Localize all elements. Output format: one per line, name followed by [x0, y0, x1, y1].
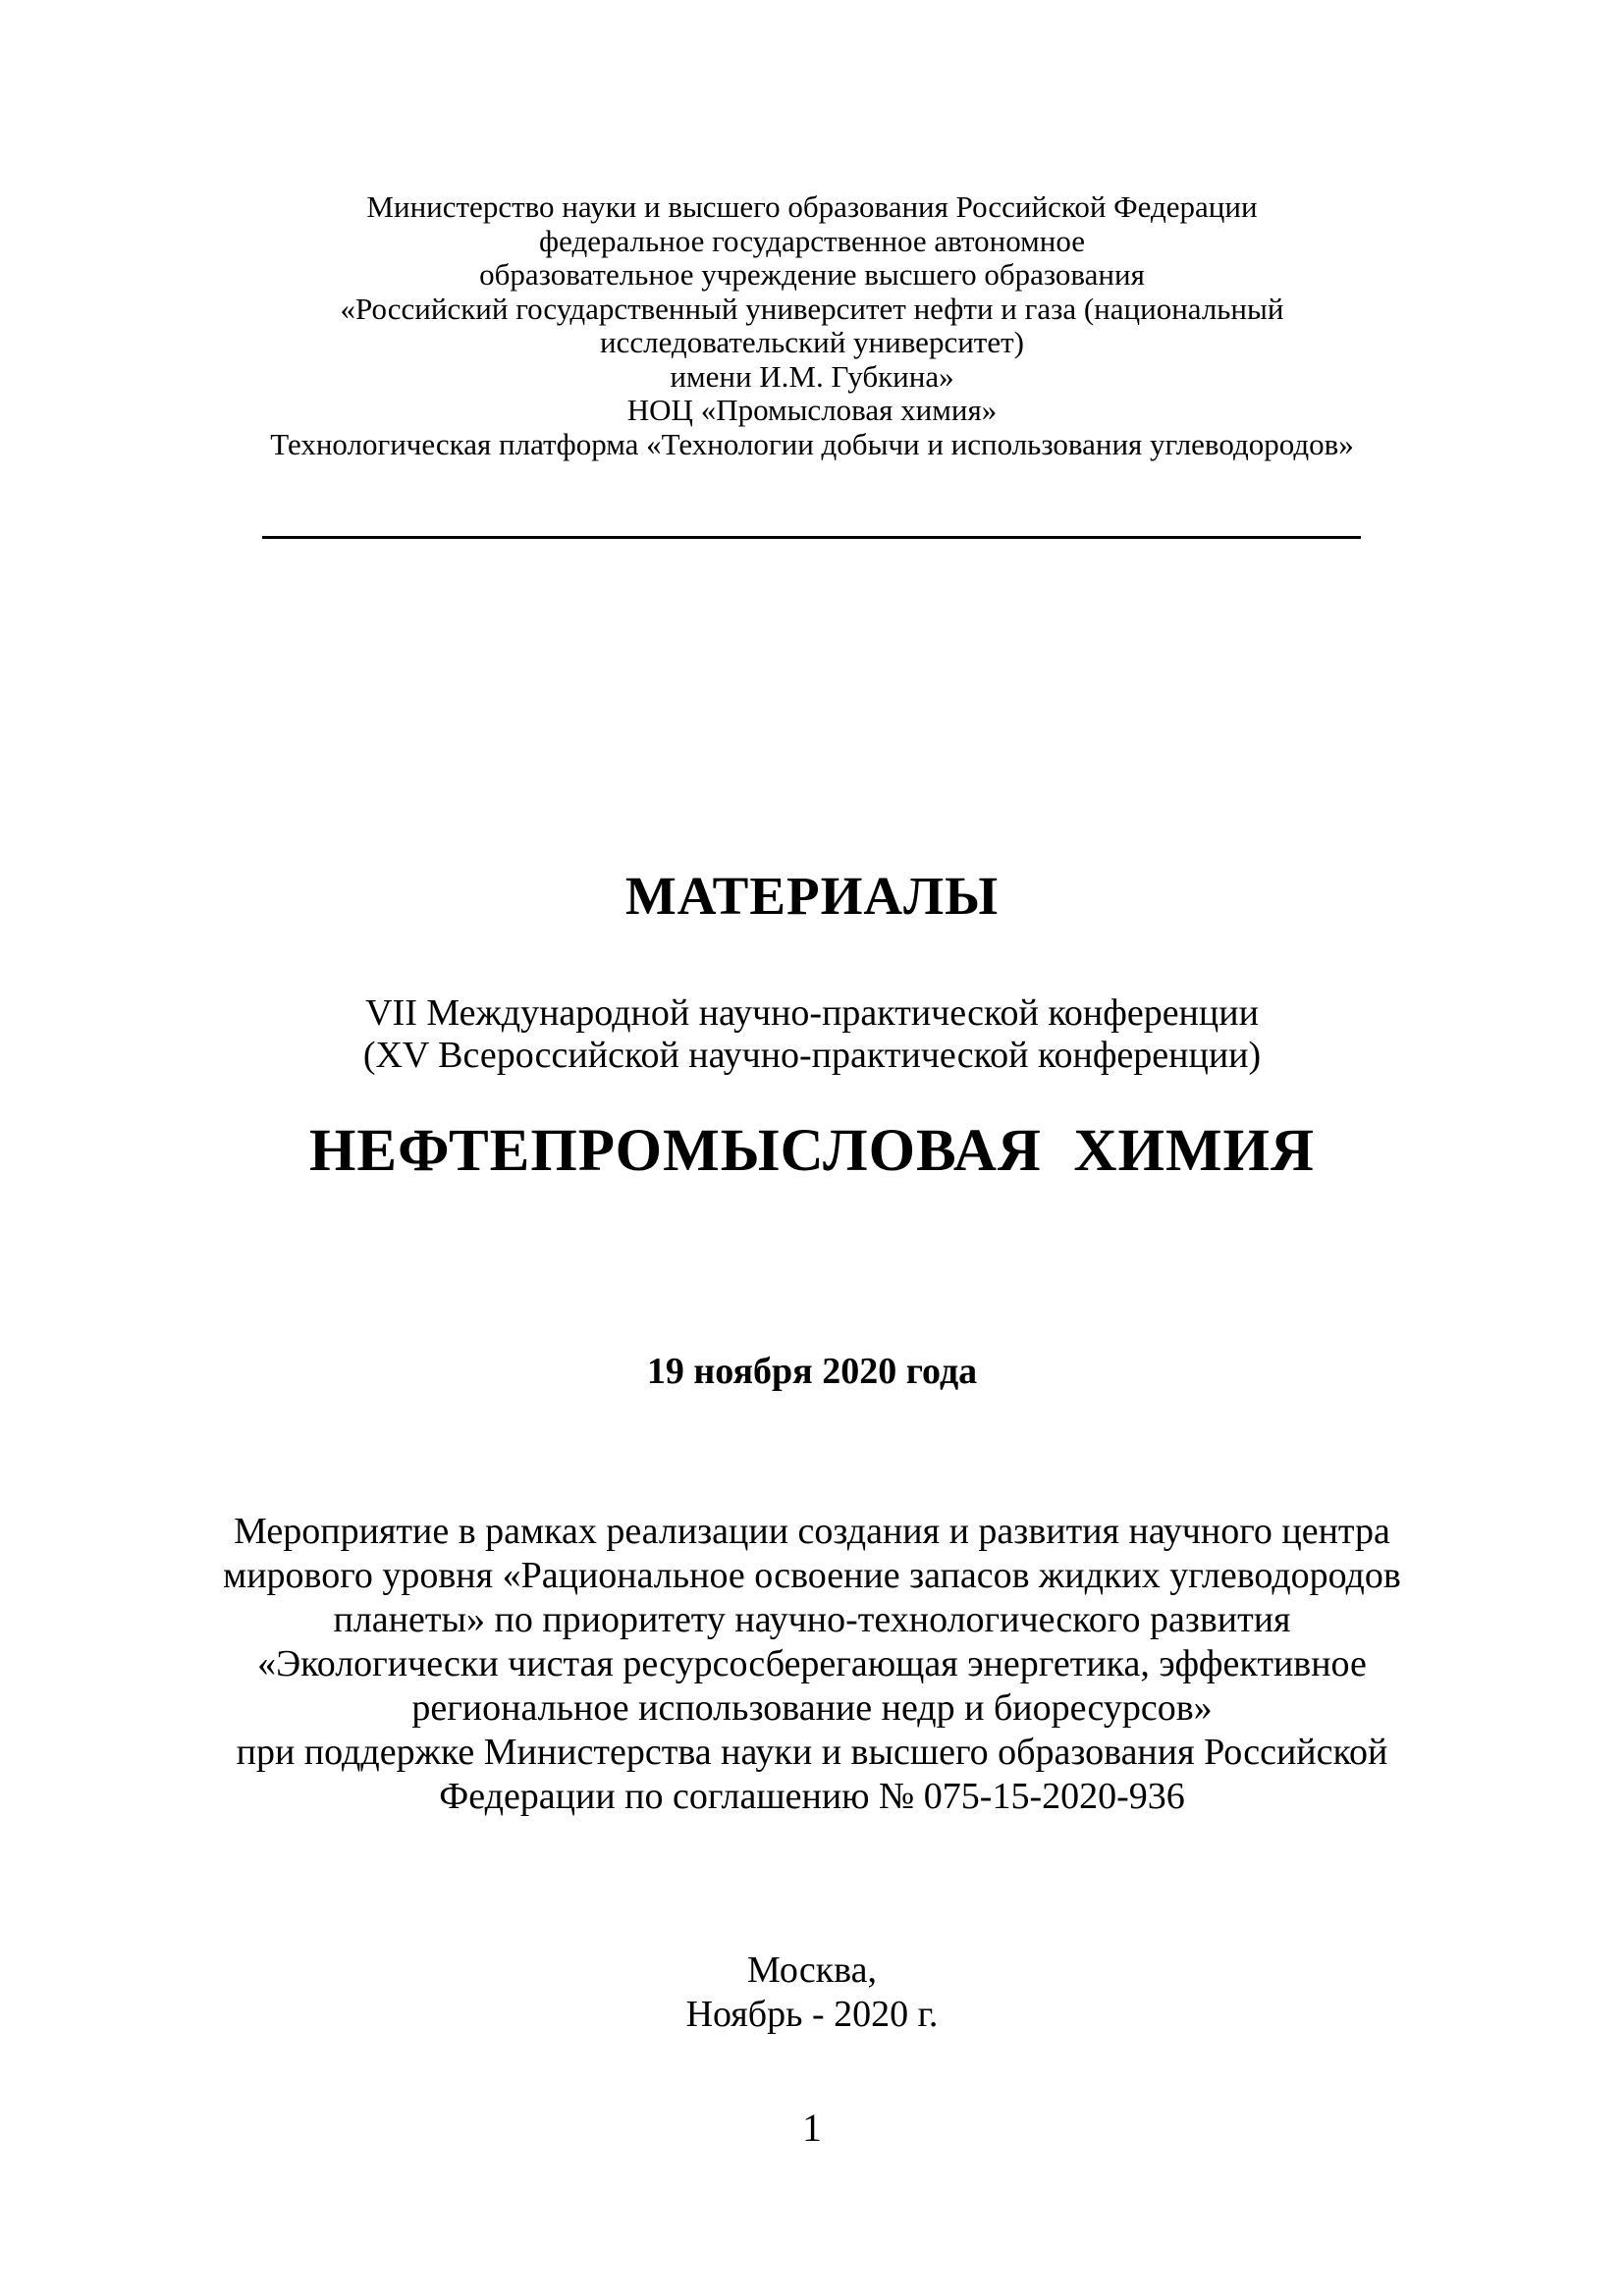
description-line-3: планеты» по приоритету научно-технологического развития [333, 1599, 1291, 1640]
university-name-line-1: «Российский государственный университет нефти и газа (национальный [340, 291, 1284, 326]
university-name-line-2: исследовательский университет) [600, 325, 1024, 359]
description-line-5: региональное использование недр и биоресурсов» [411, 1687, 1213, 1729]
platform-name-line: Технологическая платформа «Технологии добычи и использования углеводородов» [270, 426, 1354, 461]
conference-title: НЕФТЕПРОМЫСЛОВАЯ ХИМИЯ [308, 1118, 1316, 1184]
description-line-1: Мероприятие в рамках реализации создания и развития научного центра [234, 1511, 1390, 1552]
university-name-line-3: имени И.М. Губкина» [670, 358, 954, 394]
description-line-6: при поддержке Министерства науки и высшего образования Российской [236, 1732, 1388, 1773]
ministry-line: Министерство науки и высшего образования Российской Федерации [366, 189, 1258, 224]
org-type-line-1: федеральное государственное автономное [539, 223, 1085, 258]
event-date: 19 ноября 2020 года [646, 1351, 978, 1392]
footer-date-line: Ноябрь - 2020 г. [685, 1994, 939, 2035]
publication-place [0, 1949, 1624, 2037]
description-line-4: «Экологически чистая ресурсосберегающая энергетика, эффективное [257, 1643, 1367, 1684]
subtitle-line-international: VII Международной научно-практической конференции [365, 992, 1259, 1034]
city-line: Москва, [747, 1949, 877, 1991]
institution-header [0, 190, 1624, 461]
subtitle-line-allrussian: (XV Всероссийской научно-практической конференции) [362, 1035, 1262, 1076]
org-type-line-2: образовательное учреждение высшего образования [479, 257, 1145, 292]
horizontal-divider [262, 536, 1361, 539]
description-line-2: мирового уровня «Рациональное освоение запасов жидких углеводородов [223, 1555, 1401, 1596]
page-number: 1 [802, 2106, 822, 2150]
materials-title: МАТЕРИАЛЫ [624, 866, 1000, 926]
event-description [0, 1510, 1624, 1819]
center-name-line: НОЦ «Промысловая химия» [626, 393, 998, 427]
description-line-7: Федерации по соглашению № 075-15-2020-936 [439, 1776, 1185, 1817]
conference-subtitle [0, 992, 1624, 1077]
